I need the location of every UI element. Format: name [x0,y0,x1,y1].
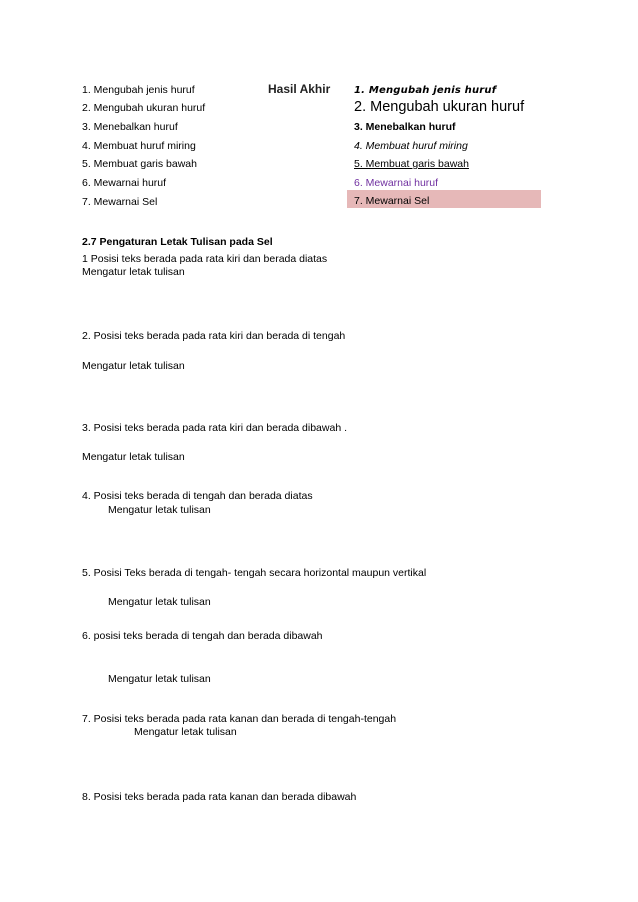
item-caption: Mengatur letak tulisan [82,266,185,278]
left-list-item: 1. Mengubah jenis huruf [82,84,195,96]
result-font-color: 6. Mewarnai huruf [354,177,439,189]
left-list-item: 5. Membuat garis bawah [82,158,197,170]
position-item: 4. Posisi teks berada di tengah dan berada diatas [82,490,313,502]
left-list-item: 6. Mewarnai huruf [82,177,167,189]
left-list-item: 4. Membuat huruf miring [82,140,196,152]
position-item: 3. Posisi teks berada pada rata kiri dan berada dibawah . [82,422,347,434]
result-cell-color: 7. Mewarnai Sel [354,195,430,207]
result-italic: 4. Membuat huruf miring [354,140,468,152]
left-list-item: 3. Menebalkan huruf [82,121,178,133]
item-caption: Mengatur letak tulisan [82,451,185,463]
item-caption: Mengatur letak tulisan [108,596,211,608]
result-font-type: 1. Mengubah jenis huruf [354,85,497,96]
position-item: 7. Posisi teks berada pada rata kanan dan berada di tengah-tengah [82,713,397,725]
position-item: 5. Posisi Teks berada di tengah- tengah secara horizontal maupun vertikal [82,567,427,579]
result-underline: 5. Membuat garis bawah [354,158,469,170]
item-caption: Mengatur letak tulisan [108,504,211,516]
result-label: Hasil Akhir [268,82,331,96]
item-caption: Mengatur letak tulisan [108,673,211,685]
position-item: 6. posisi teks berada di tengah dan berada dibawah [82,630,323,642]
position-item: 1 Posisi teks berada pada rata kiri dan berada diatas [82,253,328,265]
position-item: 2. Posisi teks berada pada rata kiri dan berada di tengah [82,330,346,342]
left-list-item: 7. Mewarnai Sel [82,196,158,208]
result-font-size: 2. Mengubah ukuran huruf [354,99,525,115]
position-item: 8. Posisi teks berada pada rata kanan dan berada dibawah [82,791,357,803]
result-bold: 3. Menebalkan huruf [354,121,456,133]
item-caption: Mengatur letak tulisan [134,726,237,738]
left-list-item: 2. Mengubah ukuran huruf [82,102,206,114]
item-caption: Mengatur letak tulisan [82,360,185,372]
section-title: 2.7 Pengaturan Letak Tulisan pada Sel [82,236,273,248]
